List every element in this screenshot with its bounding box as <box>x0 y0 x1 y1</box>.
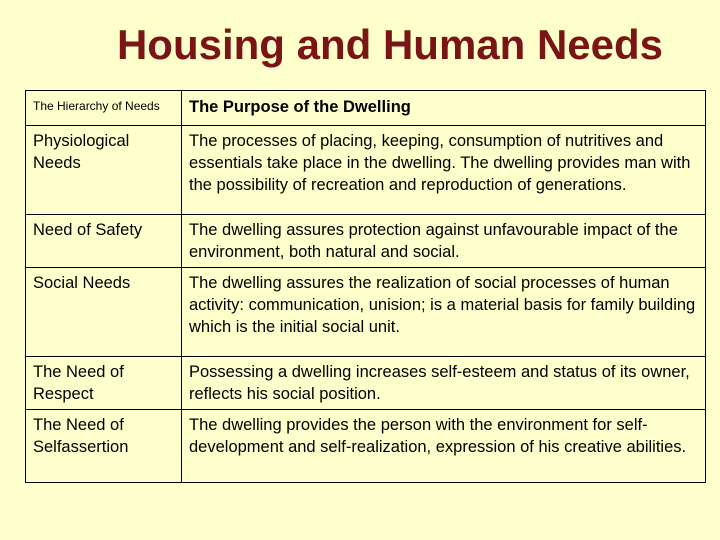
purpose-text: The processes of placing, keeping, consumption of nutritives and essentials take place in the dwelling. The dwelling provides man with the possibility of recreation and reproduction of generations. <box>189 132 691 194</box>
header-cell-purpose <box>182 91 706 126</box>
need-label: Need of Safety <box>33 221 143 239</box>
need-label: The Need of Selfassertion <box>33 416 129 456</box>
purpose-cell <box>182 410 706 483</box>
need-cell <box>26 357 182 410</box>
need-cell <box>26 410 182 483</box>
header-cell-need <box>26 91 182 126</box>
table-header-row <box>26 91 706 126</box>
page-title: Housing and Human Needs <box>116 21 664 68</box>
need-cell <box>26 215 182 268</box>
table-row <box>26 357 706 410</box>
table-row <box>26 126 706 215</box>
purpose-text: The dwelling assures the realization of social processes of human activity: communication, unision; is a material basis for family building which is the initial social unit. <box>189 274 696 336</box>
purpose-cell <box>182 357 706 410</box>
purpose-text: The dwelling provides the person with the environment for self-development and self-realization, expression of his creative abilities. <box>189 416 687 456</box>
purpose-cell <box>182 268 706 357</box>
needs-table <box>25 90 706 483</box>
purpose-text: The dwelling assures protection against unfavourable impact of the environment, both natural and social. <box>189 221 678 261</box>
need-label: Physiological Needs <box>33 132 130 172</box>
header-need-label: The Hierarchy of Needs <box>33 99 160 113</box>
table-row <box>26 410 706 483</box>
purpose-text: Possessing a dwelling increases self-esteem and status of its owner, reflects his social position. <box>189 363 690 403</box>
header-purpose-label: The Purpose of the Dwelling <box>189 98 411 116</box>
need-label: Social Needs <box>33 274 131 292</box>
purpose-cell <box>182 126 706 215</box>
purpose-cell <box>182 215 706 268</box>
need-label: The Need of Respect <box>33 363 124 403</box>
need-cell <box>26 126 182 215</box>
table-row <box>26 268 706 357</box>
table-row <box>26 215 706 268</box>
need-cell <box>26 268 182 357</box>
